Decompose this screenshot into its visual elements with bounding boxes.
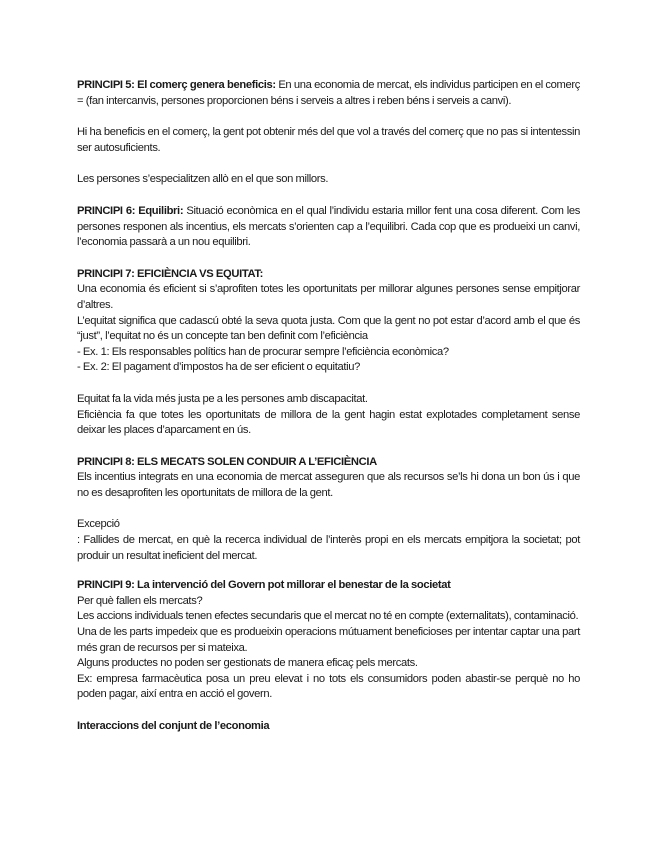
principle-8-title: PRINCIPI 8: ELS MECATS SOLEN CONDUIR A L’EFICIÈNCIA <box>77 455 377 468</box>
exception-label: Excepció <box>77 518 120 531</box>
principle-9-section <box>77 578 580 703</box>
trade-benefits-paragraph: Hi ha beneficis en el comerç, la gent pot obtenir més del que vol a través del comerç que no pas si intentessin ser autosuficients. <box>77 126 580 154</box>
principle-9-question: Per què fallen els mercats? <box>77 594 203 607</box>
exception-section <box>77 517 580 564</box>
principle-7-efficiency: Una economia és eficient si s’aprofiten totes les oportunitats per millorar algunes persones sense empitjorar d’altres. <box>77 283 580 311</box>
principle-5-section <box>77 78 580 109</box>
specialization-paragraph: Les persones s’especialitzen allò en el que son millors. <box>77 173 329 186</box>
efficiency-note: Eficiència fa que totes les oportunitats de millora de la gent hagin estat explotades completament sense deixar les places d’aparcament en ús. <box>77 408 580 437</box>
trade-benefits-section <box>77 125 580 156</box>
principle-9-externalities: Les accions individuals tenen efectes secundaris que el mercat no té en compte (externalitats), contaminació. <box>77 610 579 623</box>
final-heading: Interaccions del conjunt de l’economia <box>77 720 270 732</box>
principle-5-paragraph <box>77 78 580 109</box>
principle-7-equity: L’equitat significa que cadascú obté la seva quota justa. Com que la gent no pot estar d’acord amb el que és “just”, l’equitat no és un concepte tan ben definit com l’eficiència <box>77 314 580 343</box>
principle-9-products: Alguns productes no poden ser gestionats de manera eficaç pels mercats. <box>77 657 418 670</box>
principle-8-text: Els incentius integrats en una economia de mercat asseguren que als recursos se’ls hi dona un bon ús i que no es desaprofiten les oportunitats de millora de la gent. <box>77 471 580 499</box>
principle-5-title: PRINCIPI 5: El comerç genera beneficis: <box>77 79 276 91</box>
equity-note: Equitat fa la vida més justa pe a les persones amb discapacitat. <box>77 392 368 405</box>
principle-6-text: Situació econòmica en el qual l’individu estaria millor fent una cosa diferent. Com les persones responen als incentius, els mercats s’orienten cap a l’equilibri. Cada cop que es produeixi un canvi, l’economia passarà a un nou equilibri. <box>77 204 581 249</box>
equity-efficiency-notes <box>77 392 580 439</box>
principle-6-section <box>77 204 580 251</box>
principle-9-example: Ex: empresa farmacèutica posa un preu elevat i no tots els consumidors poden abastir-se perquè no ho poden pagar, així entra en acció el govern. <box>77 672 580 701</box>
final-section <box>77 719 580 735</box>
principle-8-section <box>77 455 580 502</box>
principle-9-market-power: Una de les parts impedeix que es produeixin operacions mútuament beneficioses per intentar captar una part més gran de recursos per si mateixa. <box>77 626 580 654</box>
principle-7-title: PRINCIPI 7: EFICIÈNCIA VS EQUITAT: <box>77 267 263 280</box>
principle-7-example-2: - Ex. 2: El pagament d’impostos ha de ser eficient o equitatiu? <box>77 361 360 374</box>
specialization-section <box>77 172 580 188</box>
principle-7-example-1: - Ex. 1: Els responsables polítics han de procurar sempre l’eficiència econòmica? <box>77 345 449 358</box>
exception-text: : Fallides de mercat, en què la recerca individual de l’interès propi en els mercats empitjora la societat; pot produir un resultat ineficient del mercat. <box>77 534 580 562</box>
principle-6-title: PRINCIPI 6: Equilibri: <box>77 204 184 217</box>
principle-9-title: PRINCIPI 9: La intervenció del Govern pot millorar el benestar de la societat <box>77 579 451 592</box>
principle-5-text: En una economia de mercat, els individus participen en el comerç = (fan intercanvis, persones proporcionen béns i serveis a altres i reben béns i serveis a canvi). <box>77 79 581 107</box>
principle-7-section <box>77 267 580 376</box>
principle-6-paragraph <box>77 204 580 251</box>
